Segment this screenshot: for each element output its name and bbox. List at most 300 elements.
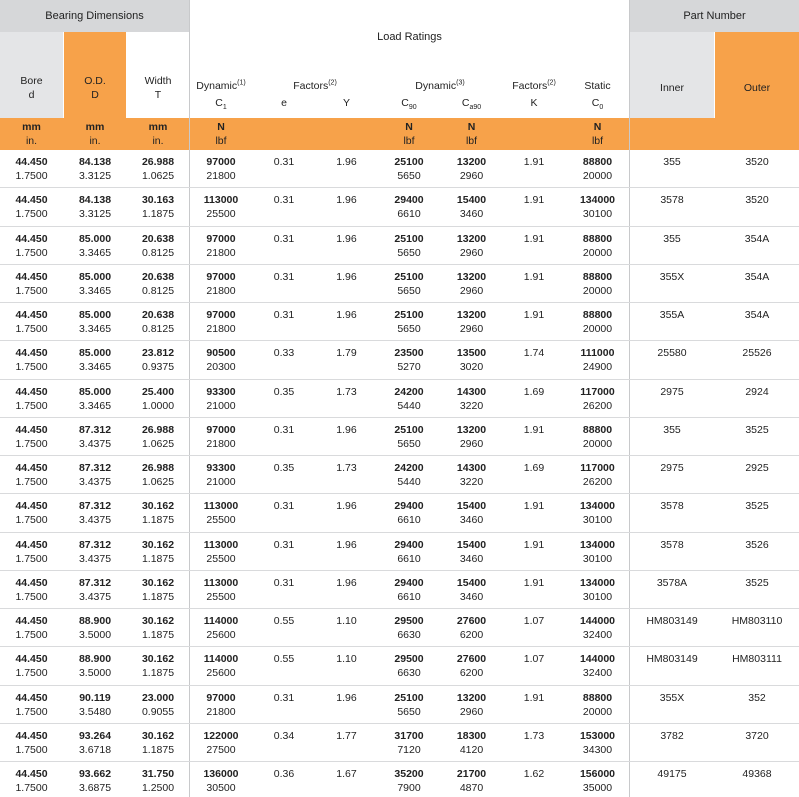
- row-divider: [0, 761, 799, 762]
- table-cell-inner: 49175: [657, 768, 687, 780]
- c90-imperial-value: 5440: [397, 476, 421, 488]
- c0-metric-value: 88800: [582, 156, 613, 168]
- row-divider: [0, 264, 799, 265]
- table-cell-y: 1.96: [336, 309, 357, 321]
- ca90-metric-value: 27600: [456, 653, 487, 666]
- bore-symbol: d: [28, 89, 35, 101]
- c0-metric-value: 88800: [582, 232, 613, 245]
- c1-metric-value: 97000: [206, 156, 236, 168]
- od-metric-value: 85.000: [78, 385, 112, 398]
- bore-metric-value: 44.450: [15, 500, 48, 513]
- width-imperial-value: 1.0625: [141, 476, 175, 488]
- table-cell-bore: [0, 614, 63, 644]
- width-unit-mm: mm: [148, 121, 168, 133]
- table-cell-e: 0.31: [273, 232, 295, 245]
- table-cell-outer: 3525: [745, 576, 769, 589]
- c90-imperial-value: 5650: [397, 246, 421, 259]
- c0-imperial-value: 26200: [582, 476, 613, 488]
- table-cell-e: 0.31: [273, 194, 295, 207]
- table-cell-c90: [378, 385, 440, 415]
- table-cell-ca90: [441, 691, 502, 721]
- table-cell-outer: HM803111: [732, 653, 782, 666]
- c1-imperial-value: 21000: [206, 476, 236, 488]
- bore-metric-value: 44.450: [15, 462, 48, 474]
- table-cell-y: 1.67: [336, 768, 357, 780]
- table-cell-c1: [190, 155, 252, 185]
- table-cell-ca90: [441, 423, 502, 453]
- table-cell-c0: [566, 691, 629, 721]
- c90-metric-value: 25100: [394, 270, 424, 283]
- table-cell-e: 0.31: [273, 500, 295, 513]
- table-cell-c1: [190, 652, 252, 682]
- table-cell-c0: [566, 385, 629, 415]
- c1-metric-value: 113000: [203, 576, 239, 589]
- table-cell-c1: [190, 691, 252, 721]
- c90-imperial-value: 6630: [397, 667, 421, 680]
- bore-metric-value: 44.450: [15, 309, 48, 321]
- c0-imperial-value: 35000: [582, 782, 613, 794]
- table-cell-ca90: [441, 270, 502, 300]
- bore-imperial-value: 1.7500: [15, 667, 48, 680]
- c90-metric-value: 25100: [394, 232, 424, 245]
- row-divider: [0, 187, 799, 188]
- table-cell-k: 1.91: [523, 270, 545, 283]
- c0-imperial-value: 32400: [582, 629, 613, 641]
- table-cell-inner: 3578: [660, 500, 684, 513]
- table-cell-inner: 2975: [660, 462, 684, 474]
- c90-imperial-value: 6610: [397, 514, 421, 527]
- table-cell-e: 0.33: [273, 347, 295, 360]
- dynamic1-label: Dynamic: [196, 80, 238, 92]
- bore-imperial-value: 1.7500: [15, 552, 48, 565]
- ca90-metric-value: 13200: [456, 309, 487, 321]
- od-metric-value: 87.312: [78, 576, 112, 589]
- factors2-label: Factors: [512, 80, 548, 92]
- table-cell-c0: [566, 270, 629, 300]
- c0-unit-lbf: lbf: [591, 135, 604, 147]
- od-metric-value: 87.312: [78, 423, 112, 436]
- c90-imperial-value: 5650: [397, 705, 421, 718]
- ca90-metric-value: 13200: [456, 691, 487, 704]
- ca90-metric-value: 14300: [456, 462, 487, 474]
- table-cell-y: 1.96: [336, 194, 357, 207]
- bore-imperial-value: 1.7500: [15, 782, 48, 794]
- table-cell-width: [127, 538, 189, 568]
- table-cell-y: 1.77: [336, 729, 357, 742]
- od-label: O.D.: [84, 75, 106, 87]
- c0-metric-value: 134000: [579, 538, 616, 551]
- c90-unit-n: N: [405, 121, 413, 133]
- ca90-imperial-value: 3020: [459, 361, 484, 374]
- c1-metric-value: 114000: [203, 653, 239, 666]
- table-cell-e: 0.31: [273, 538, 295, 551]
- ca90-imperial-value: 4120: [459, 743, 484, 756]
- table-cell-c0: [566, 499, 629, 529]
- bore-imperial-value: 1.7500: [15, 629, 48, 641]
- table-cell-c0: [566, 232, 629, 262]
- bore-label: Bore: [20, 75, 43, 87]
- table-cell-inner: 355X: [659, 691, 685, 704]
- table-cell-width: [127, 767, 189, 797]
- table-cell-outer: 3520: [745, 194, 769, 207]
- c0-imperial-value: 20000: [582, 170, 613, 182]
- table-cell-c0: [566, 423, 629, 453]
- bore-imperial-value: 1.7500: [15, 208, 48, 221]
- bore-metric-value: 44.450: [15, 423, 48, 436]
- table-cell-outer: 352: [748, 691, 766, 704]
- c0-metric-value: 117000: [580, 462, 615, 474]
- table-cell-inner: 3578A: [656, 576, 688, 589]
- c0-metric-value: 144000: [579, 615, 616, 627]
- row-divider: [0, 532, 799, 533]
- od-metric-value: 88.900: [78, 615, 112, 627]
- table-cell-od: [64, 767, 126, 797]
- c1-metric-value: 113000: [203, 194, 239, 207]
- table-cell-c90: [378, 270, 440, 300]
- row-divider: [0, 608, 799, 609]
- c0-imperial-value: 24900: [582, 361, 613, 374]
- c1-metric-value: 113000: [203, 538, 239, 551]
- c1-metric-value: 97000: [206, 270, 236, 283]
- od-metric-value: 85.000: [78, 347, 112, 360]
- table-cell-width: [127, 576, 189, 606]
- table-cell-inner: 355: [663, 423, 681, 436]
- od-metric-value: 93.264: [78, 729, 112, 742]
- row-divider: [0, 685, 799, 686]
- width-imperial-value: 1.1875: [141, 552, 175, 565]
- table-cell-k: 1.91: [523, 538, 545, 551]
- c1-metric-value: 90500: [206, 347, 236, 360]
- table-cell-c90: [378, 652, 440, 682]
- ca90-imperial-value: 2960: [459, 170, 484, 182]
- c0-imperial-value: 20000: [582, 705, 613, 718]
- width-symbol: T: [154, 89, 162, 101]
- c90-metric-value: 29400: [394, 538, 424, 551]
- table-cell-k: 1.91: [523, 423, 545, 436]
- ca90-metric-value: 13500: [456, 347, 487, 360]
- table-cell-inner: 3578: [660, 538, 684, 551]
- c1-imperial-value: 25500: [206, 590, 236, 603]
- table-cell-y: 1.96: [336, 538, 357, 551]
- table-cell-od: [64, 614, 126, 644]
- c1-imperial-value: 30500: [206, 782, 236, 794]
- c90-metric-value: 31700: [394, 729, 424, 742]
- c1-symbol: C: [215, 97, 223, 109]
- c90-imperial-value: 5650: [397, 170, 421, 182]
- bore-imperial-value: 1.7500: [15, 437, 48, 450]
- table-cell-bore: [0, 729, 63, 759]
- table-cell-c1: [190, 538, 252, 568]
- table-cell-c0: [566, 155, 629, 185]
- table-cell-width: [127, 461, 189, 491]
- width-metric-value: 30.162: [141, 576, 175, 589]
- table-cell-od: [64, 691, 126, 721]
- table-cell-c90: [378, 155, 440, 185]
- table-cell-od: [64, 423, 126, 453]
- c90-metric-value: 25100: [394, 423, 424, 436]
- table-cell-ca90: [441, 652, 502, 682]
- c90-header: [378, 96, 440, 112]
- table-cell-e: 0.31: [273, 156, 295, 168]
- table-cell-outer: 354A: [744, 309, 770, 321]
- width-imperial-value: 1.1875: [141, 514, 175, 527]
- row-divider: [0, 455, 799, 456]
- c1-imperial-value: 21000: [206, 399, 236, 412]
- c1-imperial-value: 21800: [206, 246, 236, 259]
- c90-metric-value: 29500: [394, 615, 424, 627]
- dynamic3-note: (3): [456, 79, 465, 87]
- table-cell-c1: [190, 193, 252, 223]
- od-metric-value: 88.900: [78, 653, 112, 666]
- row-divider: [0, 340, 799, 341]
- table-cell-c1: [190, 385, 252, 415]
- ca90-metric-value: 27600: [456, 615, 487, 627]
- c90-subscript: 90: [408, 104, 417, 112]
- ca90-imperial-value: 6200: [459, 667, 484, 680]
- table-cell-width: [127, 346, 189, 376]
- table-cell-e: 0.31: [273, 576, 295, 589]
- table-cell-k: 1.91: [523, 309, 545, 321]
- c1-metric-value: 97000: [206, 309, 236, 321]
- od-imperial-value: 3.4375: [78, 437, 112, 450]
- width-imperial-value: 1.1875: [141, 667, 175, 680]
- bore-imperial-value: 1.7500: [15, 590, 48, 603]
- table-cell-bore: [0, 652, 63, 682]
- table-cell-e: 0.31: [273, 270, 295, 283]
- table-cell-od: [64, 308, 126, 338]
- table-cell-bore: [0, 270, 63, 300]
- c90-metric-value: 25100: [394, 309, 424, 321]
- table-cell-od: [64, 385, 126, 415]
- table-cell-outer: 354A: [744, 270, 770, 283]
- table-cell-bore: [0, 691, 63, 721]
- c90-metric-value: 25100: [394, 156, 424, 168]
- table-cell-inner: 355: [663, 232, 681, 245]
- table-cell-y: 1.96: [336, 576, 357, 589]
- table-cell-c90: [378, 232, 440, 262]
- table-cell-y: 1.96: [336, 270, 357, 283]
- table-cell-e: 0.35: [273, 385, 295, 398]
- table-cell-width: [127, 155, 189, 185]
- table-cell-width: [127, 423, 189, 453]
- table-cell-od: [64, 499, 126, 529]
- c0-metric-value: 88800: [582, 423, 613, 436]
- c90-metric-value: 24200: [394, 385, 424, 398]
- c90-imperial-value: 5270: [397, 361, 421, 374]
- bore-metric-value: 44.450: [15, 691, 48, 704]
- c0-metric-value: 111000: [580, 347, 615, 360]
- ca90-imperial-value: 2960: [459, 284, 484, 297]
- table-cell-c0: [566, 308, 629, 338]
- c1-metric-value: 93300: [206, 462, 236, 474]
- table-cell-c0: [566, 729, 629, 759]
- table-cell-c1: [190, 232, 252, 262]
- width-units: [127, 120, 189, 148]
- table-cell-k: 1.74: [523, 347, 545, 360]
- c0-metric-value: 144000: [579, 653, 616, 666]
- table-cell-c0: [566, 614, 629, 644]
- row-divider: [0, 302, 799, 303]
- table-cell-inner: 3782: [660, 729, 684, 742]
- c1-metric-value: 97000: [206, 691, 236, 704]
- outer-header: Outer: [715, 32, 799, 118]
- ca90-metric-value: 15400: [456, 194, 487, 207]
- bore-metric-value: 44.450: [15, 768, 48, 780]
- c1-unit-lbf: lbf: [215, 135, 227, 147]
- width-metric-value: 30.163: [141, 194, 175, 207]
- ca90-symbol: C: [461, 97, 470, 109]
- table-cell-bore: [0, 576, 63, 606]
- table-cell-c0: [566, 652, 629, 682]
- table-cell-y: 1.10: [336, 653, 357, 666]
- ca90-metric-value: 13200: [456, 423, 487, 436]
- static-header: Static: [584, 80, 611, 92]
- table-cell-e: 0.55: [273, 615, 295, 627]
- width-imperial-value: 1.1875: [141, 743, 175, 756]
- od-imperial-value: 3.3125: [78, 170, 112, 182]
- table-cell-od: [64, 538, 126, 568]
- c1-imperial-value: 27500: [206, 743, 236, 756]
- c90-imperial-value: 5440: [397, 399, 421, 412]
- table-cell-k: 1.91: [523, 691, 545, 704]
- od-metric-value: 87.312: [78, 462, 112, 474]
- c1-header: [190, 96, 252, 112]
- table-cell-y: 1.96: [336, 500, 357, 513]
- table-cell-c0: [566, 767, 629, 797]
- od-imperial-value: 3.5000: [78, 629, 112, 641]
- width-imperial-value: 1.1875: [141, 629, 175, 641]
- bore-imperial-value: 1.7500: [15, 514, 48, 527]
- ca90-imperial-value: 2960: [459, 323, 484, 335]
- table-cell-outer: 3525: [745, 423, 769, 436]
- table-cell-width: [127, 652, 189, 682]
- c90-imperial-value: 6610: [397, 590, 421, 603]
- c1-imperial-value: 21800: [206, 437, 236, 450]
- c0-imperial-value: 20000: [582, 437, 613, 450]
- width-metric-value: 20.638: [141, 232, 175, 245]
- c1-imperial-value: 21800: [206, 284, 236, 297]
- table-cell-outer: 2924: [745, 385, 769, 398]
- width-imperial-value: 1.1875: [141, 208, 175, 221]
- ca90-metric-value: 18300: [456, 729, 487, 742]
- width-imperial-value: 1.0625: [141, 170, 175, 182]
- table-cell-bore: [0, 461, 63, 491]
- table-cell-outer: HM803110: [731, 615, 783, 627]
- table-cell-c90: [378, 538, 440, 568]
- c90-units: [378, 120, 440, 148]
- bore-metric-value: 44.450: [15, 270, 48, 283]
- table-cell-ca90: [441, 538, 502, 568]
- c0-units: [566, 120, 629, 148]
- table-cell-width: [127, 691, 189, 721]
- c1-imperial-value: 25500: [206, 208, 236, 221]
- c1-imperial-value: 25500: [206, 514, 236, 527]
- bore-metric-value: 44.450: [15, 729, 48, 742]
- table-cell-k: 1.73: [523, 729, 545, 742]
- table-cell-outer: 354A: [744, 232, 770, 245]
- width-metric-value: 20.638: [141, 270, 175, 283]
- ca90-imperial-value: 3220: [459, 399, 484, 412]
- table-cell-od: [64, 155, 126, 185]
- table-cell-bore: [0, 538, 63, 568]
- bore-imperial-value: 1.7500: [15, 705, 48, 718]
- bore-units: [0, 120, 63, 148]
- factors2-header: [503, 79, 565, 95]
- ca90-metric-value: 15400: [456, 538, 487, 551]
- k-header: K: [530, 97, 538, 109]
- c1-imperial-value: 21800: [206, 323, 236, 335]
- c0-metric-value: 153000: [579, 729, 616, 742]
- c90-imperial-value: 6610: [397, 208, 421, 221]
- table-cell-c1: [190, 767, 252, 797]
- od-imperial-value: 3.3125: [78, 208, 112, 221]
- width-unit-in: in.: [152, 135, 164, 147]
- row-divider: [0, 570, 799, 571]
- bore-imperial-value: 1.7500: [15, 323, 48, 335]
- od-metric-value: 87.312: [78, 538, 112, 551]
- c1-metric-value: 97000: [206, 232, 236, 245]
- od-metric-value: 93.662: [78, 768, 112, 780]
- od-imperial-value: 3.4375: [78, 514, 112, 527]
- c1-imperial-value: 21800: [206, 170, 236, 182]
- table-cell-e: 0.36: [273, 768, 295, 780]
- od-metric-value: 84.138: [78, 156, 112, 168]
- c1-imperial-value: 25500: [206, 552, 236, 565]
- od-imperial-value: 3.6875: [78, 782, 112, 794]
- c90-metric-value: 25100: [394, 691, 424, 704]
- table-cell-c1: [190, 576, 252, 606]
- width-header: [127, 32, 189, 118]
- c0-metric-value: 134000: [579, 194, 616, 207]
- table-cell-bore: [0, 499, 63, 529]
- od-metric-value: 90.119: [79, 691, 111, 704]
- table-cell-c1: [190, 308, 252, 338]
- table-cell-outer: 3526: [745, 538, 769, 551]
- bore-imperial-value: 1.7500: [15, 476, 48, 488]
- table-cell-y: 1.96: [336, 232, 357, 245]
- part-number-header: Part Number: [630, 0, 799, 32]
- width-label: Width: [144, 75, 172, 87]
- c0-imperial-value: 30100: [582, 514, 613, 527]
- table-cell-e: 0.31: [273, 423, 295, 436]
- ca90-imperial-value: 2960: [459, 246, 484, 259]
- table-cell-outer: 3520: [745, 156, 769, 168]
- ca90-imperial-value: 2960: [459, 705, 484, 718]
- bore-metric-value: 44.450: [15, 653, 48, 666]
- c0-header: [566, 96, 629, 112]
- ca90-metric-value: 15400: [456, 500, 487, 513]
- c0-subscript: 0: [599, 104, 604, 112]
- table-cell-ca90: [441, 385, 502, 415]
- bore-header: [0, 32, 63, 118]
- table-cell-inner: 355A: [659, 309, 685, 321]
- table-cell-ca90: [441, 461, 502, 491]
- table-cell-e: 0.31: [273, 691, 295, 704]
- c0-imperial-value: 30100: [582, 590, 613, 603]
- table-cell-c90: [378, 346, 440, 376]
- bore-unit-mm: mm: [22, 121, 41, 133]
- table-cell-c0: [566, 576, 629, 606]
- width-metric-value: 20.638: [141, 309, 175, 321]
- c90-imperial-value: 7900: [397, 782, 421, 794]
- c1-imperial-value: 25600: [206, 667, 236, 680]
- dynamic3-header: [378, 79, 502, 95]
- table-cell-c0: [566, 538, 629, 568]
- c90-imperial-value: 7120: [397, 743, 421, 756]
- table-cell-c90: [378, 729, 440, 759]
- c0-imperial-value: 34300: [582, 743, 613, 756]
- table-cell-bore: [0, 346, 63, 376]
